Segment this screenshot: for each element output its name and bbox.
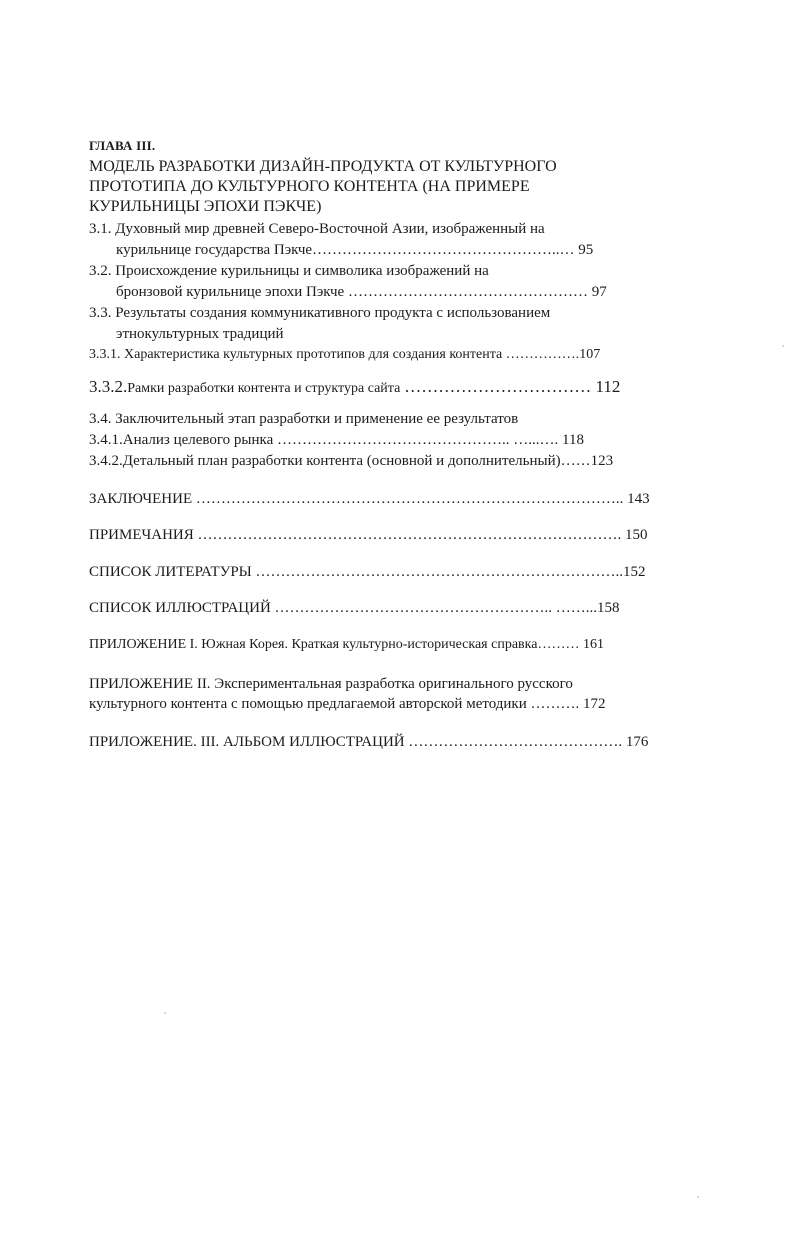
toc-3-3-2 (89, 377, 620, 397)
chapter-title-line-1: МОДЕЛЬ РАЗРАБОТКИ ДИЗАЙН-ПРОДУКТА ОТ КУЛЬТУРНОГО (89, 158, 557, 175)
chapter-title (89, 157, 649, 217)
toc-3-2-line-2: бронзовой курильнице эпохи Пэкче ………………………………………… 97 (116, 284, 607, 300)
toc-3-2-line-1: 3.2. Происхождение курильницы и символика изображений на (89, 263, 489, 279)
toc-3-3-1: 3.3.1. Характеристика культурных прототипов для создания контента …………….107 (89, 347, 601, 362)
toc-appendix-2-line-2: культурного контента с помощью предлагаемой авторской методики ………. 172 (89, 696, 606, 712)
chapter-title-line-2: ПРОТОТИПА ДО КУЛЬТУРНОГО КОНТЕНТА (НА ПРИМЕРЕ (89, 178, 530, 195)
scan-speck (697, 1196, 699, 1198)
toc-3-1-line-1: 3.1. Духовный мир древней Северо-Восточной Азии, изображенный на (89, 221, 545, 237)
toc-3-1-line-2: курильнице государства Пэкче…………………………………………..… 95 (116, 242, 594, 258)
toc-literature: СПИСОК ЛИТЕРАТУРЫ ………………………………………………………………..152 (89, 564, 646, 580)
toc-illustrations: СПИСОК ИЛЛЮСТРАЦИЙ ……………………………………………….. ……...158 (89, 600, 620, 616)
toc-3-4-2: 3.4.2.Детальный план разработки контента (основной и дополнительный)……123 (89, 453, 614, 469)
toc-3-3-2-text: Рамки разработки контента и структура сайта (127, 381, 401, 396)
scan-speck (782, 345, 784, 347)
toc-3-3-2-page: …………………………… 112 (404, 377, 621, 396)
toc-appendix-3: ПРИЛОЖЕНИЕ. III. АЛЬБОМ ИЛЛЮСТРАЦИЙ ……………………………………. 176 (89, 734, 649, 750)
toc-appendix-2-line-1: ПРИЛОЖЕНИЕ II. Экспериментальная разработка оригинального русского (89, 676, 573, 692)
chapter-label: ГЛАВА III. (89, 138, 156, 153)
toc-conclusion: ЗАКЛЮЧЕНИЕ ………………………………………………………………………….. 143 (89, 491, 650, 507)
toc-appendix-1: ПРИЛОЖЕНИЕ I. Южная Корея. Краткая культурно-историческая справка……… 161 (89, 637, 604, 652)
toc-3-3-2-number: 3.3.2. (89, 377, 128, 396)
toc-3-3-line-1: 3.3. Результаты создания коммуникативного продукта с использованием (89, 305, 551, 321)
toc-3-4-1: 3.4.1.Анализ целевого рынка ……………………………………….. …...…. 118 (89, 432, 584, 448)
scan-speck (164, 1012, 166, 1014)
toc-3-4: 3.4. Заключительный этап разработки и применение ее результатов (89, 411, 519, 427)
toc-notes: ПРИМЕЧАНИЯ …………………………………………………………………………. 150 (89, 527, 648, 543)
toc-3-3-line-2: этнокультурных традиций (116, 326, 284, 342)
chapter-title-line-3: КУРИЛЬНИЦЫ ЭПОХИ ПЭКЧЕ) (89, 198, 322, 215)
